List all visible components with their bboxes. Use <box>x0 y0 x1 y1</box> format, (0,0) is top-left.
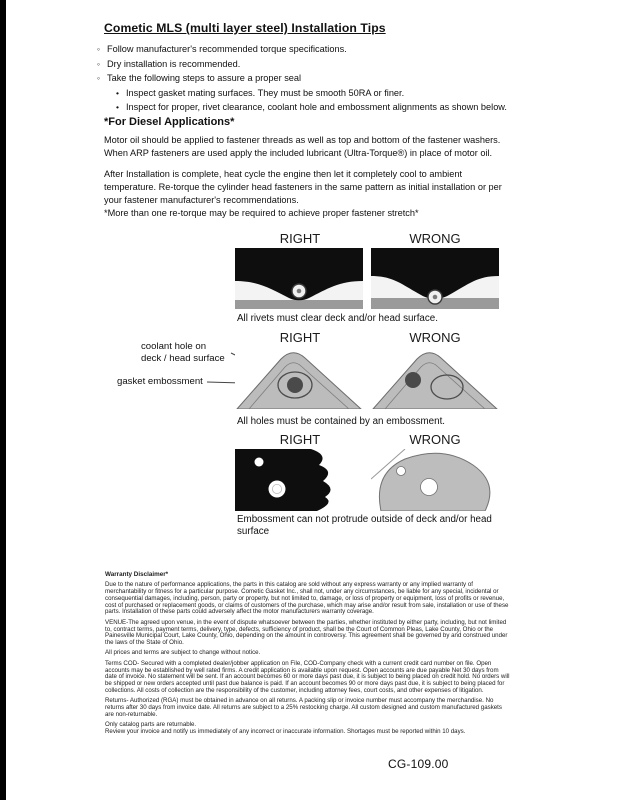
legal-paragraph: Terms COD- Secured with a completed dealer/jobber application on File, COD-Company check with a current credit card number on file. Open accounts may be established by well rated firms. A credit application is available upon request. Open accounts are due payable Net 30 days from date of invoice. No statement will be sent. If an account becomes 60 or more days past due, it is subject to being placed on credit hold. No orders will be shipped or new orders accepted until past due balance is paid. If an account becomes 90 or more days past due, it is subject to being placed for collections. All costs of collection are the responsibility of the customer, including attorney fees, court costs, and other expenses of litigation. <box>105 659 510 694</box>
page-code: CG-109.00 <box>388 757 449 771</box>
list-item <box>97 73 507 84</box>
bullet-text: Dry installation is recommended. <box>107 58 241 69</box>
diagram-protrusion-right <box>235 449 363 511</box>
bullet-marker: • <box>116 102 119 113</box>
figure-caption: All holes must be contained by an embossment. <box>237 416 446 427</box>
bullet-text: Take the following steps to assure a proper seal <box>107 73 302 84</box>
page-title: Cometic MLS (multi layer steel) Installation Tips <box>104 21 386 35</box>
diesel-paragraph-2: After Installation is complete, heat cycle the engine then let it completely cool to ambient temperature. Re-torque the cylinder head fasteners in the same pattern as initial installation or per your fastener manufacturer's recommendations. <box>104 169 502 205</box>
callout-line-1: coolant hole on <box>141 341 207 352</box>
list-item <box>97 59 507 70</box>
bullet-text: Inspect for proper, rivet clearance, coolant hole and embossment alignments as shown below. <box>126 102 507 113</box>
diesel-applications-heading: *For Diesel Applications* <box>104 116 235 128</box>
bullet-marker: • <box>116 87 119 98</box>
diagram-embossment-wrong <box>371 347 499 409</box>
callout-line-2: deck / head surface <box>141 352 225 364</box>
bullet-marker: ◦ <box>97 73 101 84</box>
diagram-embossment-right <box>235 347 363 409</box>
list-item <box>116 88 507 99</box>
figure-caption: All rivets must clear deck and/or head surface. <box>237 313 438 324</box>
list-item <box>97 44 507 55</box>
diagram-protrusion-wrong <box>371 449 499 511</box>
sub-list <box>116 88 507 114</box>
installation-tips-list <box>97 44 507 117</box>
legal-paragraph: Returns- Authorized (RGA) must be obtained in advance on all returns. A packing slip or invoice number must accompany the merchandise. No returns after 30 days from invoice date. All returns are subject to a 25% restocking charge. All custom designed and custom manufactured gaskets are non-returnable. <box>105 697 502 718</box>
figure-right-label: RIGHT <box>279 432 321 447</box>
warranty-disclaimer-heading: Warranty Disclaimer* <box>105 571 169 578</box>
legal-paragraph: VENUE-The agreed upon venue, in the event of dispute whatsoever between the parties, whether instituted by either party, including, but not limited to, contract terms, payment terms, delivery, type, defects, sufficiency of product, shall be the Court of Common Pleas, Lake County, Ohio or the Painesville Municipal Court, Lake County, Ohio, depending on the amount in controversy. This agreement shall be governed by and construed under the laws of the State of Ohio. <box>105 618 508 647</box>
legal-paragraph: Due to the nature of performance applications, the parts in this catalog are sold without any express warranty or any implied warranty of merchantability or fitness for a particular purpose. Cometic Gasket Inc., shall not, under any circumstances, be liable for any special, incidental or consequential damages, including, person, party or property, but not limited to, damage, or loss of property or equipment, loss of profits or revenue, cost of purchased or replacement goods, or claims of customers of the purchase, which may arise and/or result from sale, installation or use of these parts. Installation of these parts could adversely affect the motor manufacturers warranty coverage. <box>105 581 509 616</box>
bullet-text: Follow manufacturer's recommended torque specifications. <box>107 44 347 54</box>
figure-right-label: RIGHT <box>279 330 321 345</box>
figure-wrong-label: WRONG <box>409 231 461 246</box>
legal-paragraph: Review your invoice and notify us immediately of any incorrect or inaccurate information. Shortages must be reported within 10 days. <box>105 727 466 735</box>
bullet-marker: ◦ <box>97 58 101 69</box>
legal-paragraph: All prices and terms are subject to change without notice. <box>105 649 261 657</box>
diagram-rivet-right <box>235 248 363 309</box>
legal-section <box>105 572 511 739</box>
bullet-text: Inspect gasket mating surfaces. They must be smooth 50RA or finer. <box>126 87 405 98</box>
bullet-marker: ◦ <box>97 44 101 54</box>
page-spine <box>0 0 6 800</box>
figure-wrong-label: WRONG <box>409 432 461 447</box>
diagram-rivet-wrong <box>371 248 499 309</box>
list-item <box>116 102 507 113</box>
retorque-note: *More than one re-torque may be required to achieve proper fastener stretch* <box>104 208 419 218</box>
figure-right-label: RIGHT <box>279 231 321 246</box>
figure-wrong-label: WRONG <box>409 330 461 345</box>
callout-gasket-embossment: gasket embossment <box>117 376 203 387</box>
figure-caption: Embossment can not protrude outside of deck and/or head surface <box>237 514 492 537</box>
diesel-paragraph-1: Motor oil should be applied to fastener threads as well as top and bottom of the fastener washers. When ARP fasteners are used apply the included lubricant (Ultra-Torque®) in place of motor oil. <box>104 135 501 158</box>
legal-paragraph: Only catalog parts are returnable. <box>105 721 197 729</box>
